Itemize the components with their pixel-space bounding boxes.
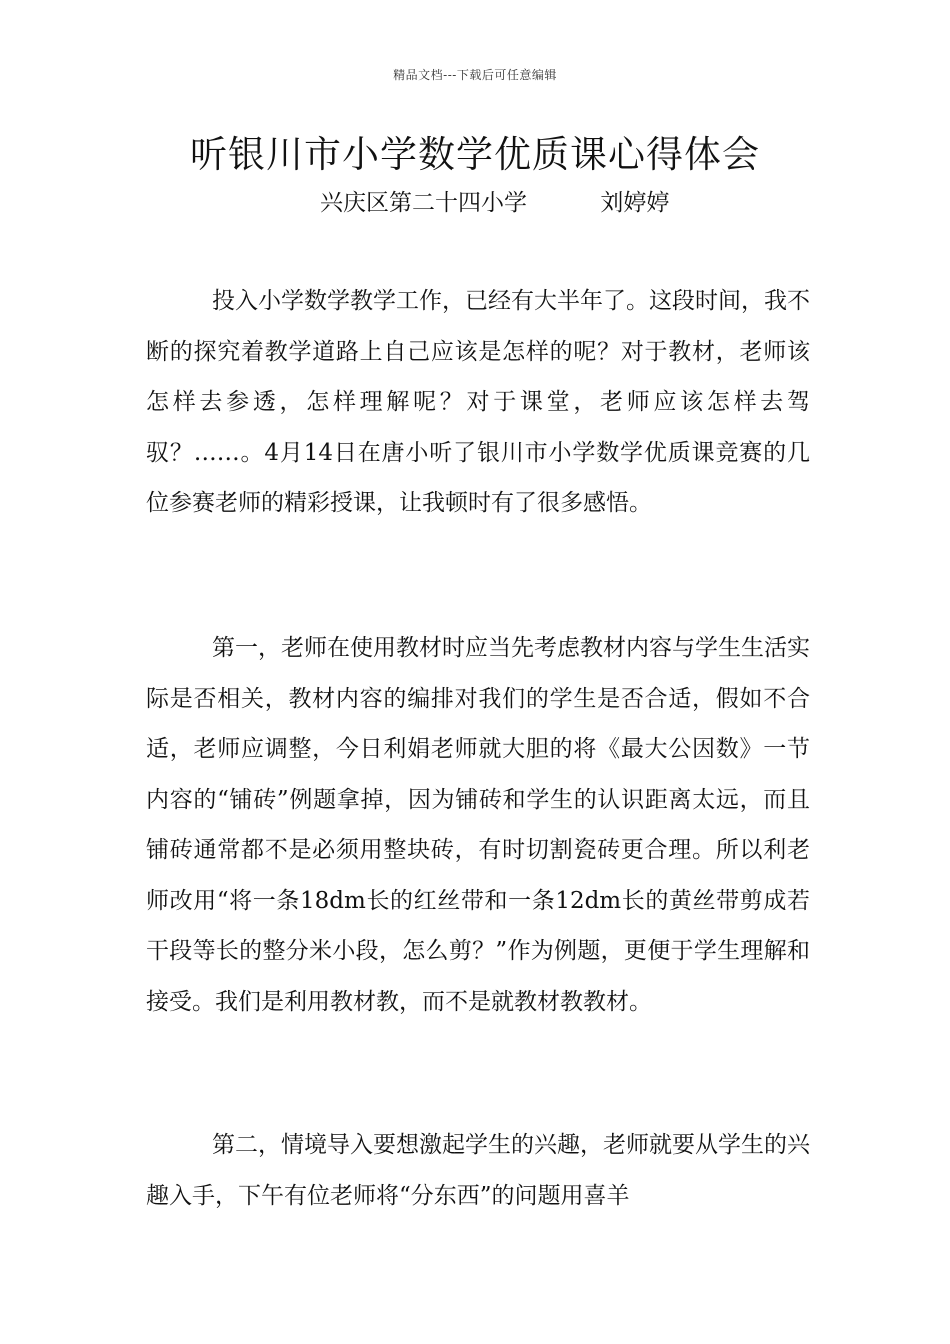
body-paragraph: 第二，情境导入要想激起学生的兴趣，老师就要从学生的兴趣入手，下午有位老师将“分东西”的问题用喜羊 (146, 1132, 810, 1209)
school-name: 兴庆区第二十四小学 (320, 190, 527, 216)
author-name: 刘婷婷 (600, 190, 670, 216)
document-title: 听银川市小学数学优质课心得体会 (190, 133, 760, 176)
header-note: 精品文档---下载后可任意编辑 (393, 68, 557, 82)
body-paragraph: 投入小学数学教学工作，已经有大半年了。这段时间，我不断的探究着教学道路上自己应该是怎样的呢？对于教材，老师该怎样去参透，怎样理解呢？对于课堂，老师应该怎样去驾驭？……。4月14日在唐小听了银川市小学数学优质课竞赛的几位参赛老师的精彩授课，让我顿时有了很多感悟。 (146, 288, 810, 516)
author-line (320, 184, 669, 217)
body-paragraph: 第一，老师在使用教材时应当先考虑教材内容与学生生活实际是否相关，教材内容的编排对我们的学生是否合适，假如不合适，老师应调整，今日利娟老师就大胆的将《最大公因数》一节内容的“铺砖”例题拿掉，因为铺砖和学生的认识距离太远，而且铺砖通常都不是必须用整块砖，有时切割瓷砖更合理。所以利老师改用“将一条18dm长的红丝带和一条12dm长的黄丝带剪成若干段等长的整分米小段，怎么剪？”作为例题，更便于学生理解和接受。我们是利用教材教，而不是就教材教教材。 (146, 635, 810, 1015)
